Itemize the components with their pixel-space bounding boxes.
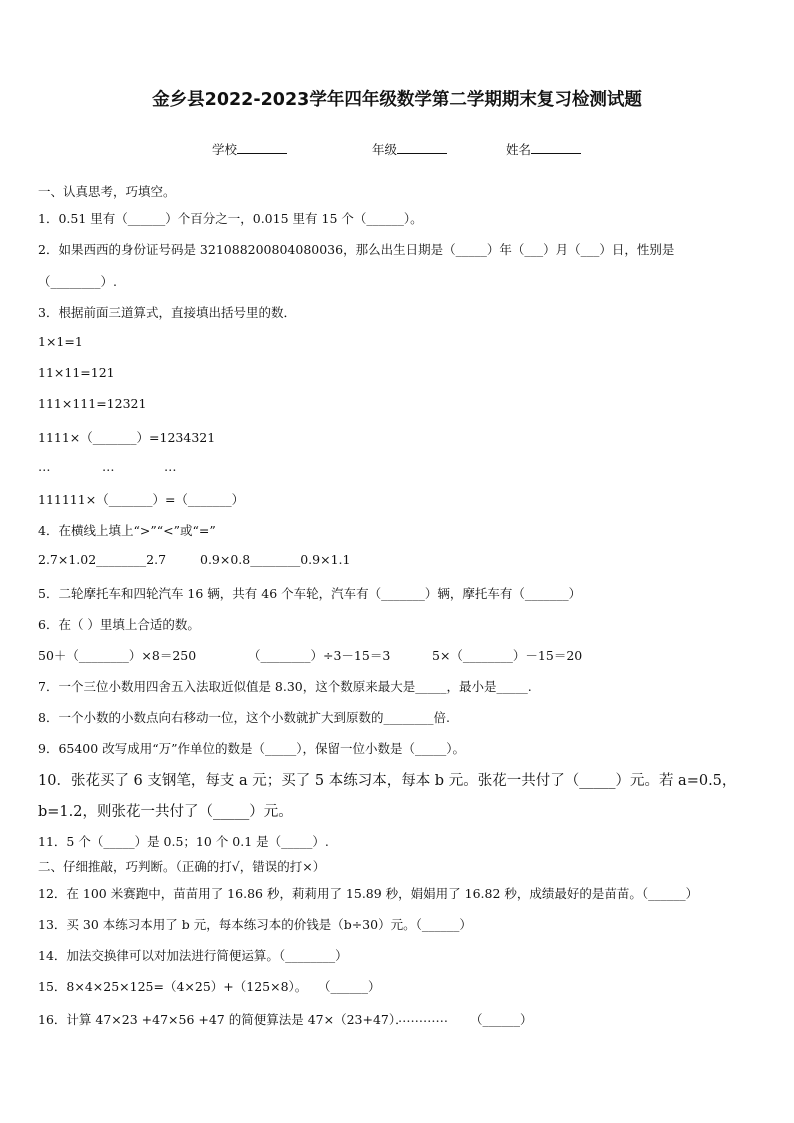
question-4: 4．在横线上填上“>”“<”或“=” — [38, 523, 216, 538]
section-heading-1: 一、认真思考，巧填空。 — [38, 184, 176, 199]
question-14: 14．加法交换律可以对加法进行简便运算。（________） — [38, 948, 348, 963]
question-9: 9．65400 改写成用“万”作单位的数是（_____），保留一位小数是（_____）。 — [38, 741, 465, 756]
equation-line: 111×111=12321 — [38, 396, 147, 411]
grade-label: 年级 — [372, 142, 398, 157]
school-field — [212, 140, 287, 158]
name-field — [506, 140, 581, 158]
question-15: 15．8×4×25×125=（4×25）+（125×8）。 — [38, 979, 308, 994]
question-10: 10．张花买了 6 支钢笔，每支 a 元；买了 5 本练习本，每本 b 元。张花一共付了（_____）元。若 a=0.5， — [38, 773, 737, 789]
page-title: 金乡县2022-2023学年四年级数学第二学期期末复习检测试题 — [152, 90, 642, 110]
equation-line: 1×1=1 — [38, 334, 83, 349]
name-label: 姓名 — [506, 142, 532, 157]
question-12: 12．在 100 米赛跑中，苗苗用了 16.86 秒，莉莉用了 15.89 秒，娟娟用了 16.82 秒，成绩最好的是苗苗。（______） — [38, 886, 699, 901]
name-blank[interactable] — [531, 141, 581, 154]
question-7: 7．一个三位小数用四舍五入法取近似值是 8.30，这个数原来最大是_____，最小是_____. — [38, 679, 532, 694]
question-10-cont: b=1.2，则张花一共付了（_____）元。 — [38, 804, 293, 820]
question-16: 16．计算 47×23 +47×56 +47 的简便算法是 47×（23+47）． — [38, 1012, 408, 1027]
question-5: 5．二轮摩托车和四轮汽车 16 辆，共有 46 个车轮，汽车有（_______）辆，摩托车有（_______） — [38, 586, 582, 601]
question-15-answer: （______） — [318, 979, 381, 994]
fill-equation-2: （________）÷3－15＝3 — [248, 648, 391, 663]
equation-line: 11×11=121 — [38, 365, 115, 380]
question-2-cont: （________）. — [38, 274, 117, 289]
equation-line: 1111×（_______）=1234321 — [38, 430, 216, 445]
ellipsis: … — [38, 459, 51, 474]
school-blank[interactable] — [237, 141, 287, 154]
question-16-answer: （______） — [470, 1012, 533, 1027]
question-13: 13．买 30 本练习本用了 b 元，每本练习本的价钱是（b÷30）元。（______） — [38, 917, 472, 932]
comparison-2: 0.9×0.8________0.9×1.1 — [200, 552, 351, 567]
equation-line: 111111×（_______）=（_______） — [38, 492, 245, 507]
ellipsis: … — [102, 459, 115, 474]
school-label: 学校 — [212, 142, 238, 157]
section-heading-2: 二、仔细推敲，巧判断。（正确的打√，错误的打×） — [38, 859, 326, 874]
question-2: 2．如果西西的身份证号码是 321088200804080036，那么出生日期是（_____）年（___）月（___）日，性别是 — [38, 242, 675, 257]
grade-blank[interactable] — [397, 141, 447, 154]
fill-equation-3: 5×（________）－15＝20 — [432, 648, 583, 663]
question-8: 8．一个小数的小数点向右移动一位，这个小数就扩大到原数的________倍. — [38, 710, 450, 725]
question-11: 11．5 个（_____）是 0.5；10 个 0.1 是（_____）. — [38, 834, 329, 849]
question-6: 6．在（ ）里填上合适的数。 — [38, 617, 200, 632]
question-16-dots: ………… — [398, 1010, 448, 1025]
ellipsis: … — [164, 459, 177, 474]
fill-equation-1: 50＋（________）×8＝250 — [38, 648, 197, 663]
grade-field — [372, 140, 447, 158]
question-1: 1．0.51 里有（______）个百分之一，0.015 里有 15 个（______）。 — [38, 211, 423, 226]
question-3: 3．根据前面三道算式，直接填出括号里的数． — [38, 305, 296, 320]
comparison-1: 2.7×1.02________2.7 — [38, 552, 167, 567]
